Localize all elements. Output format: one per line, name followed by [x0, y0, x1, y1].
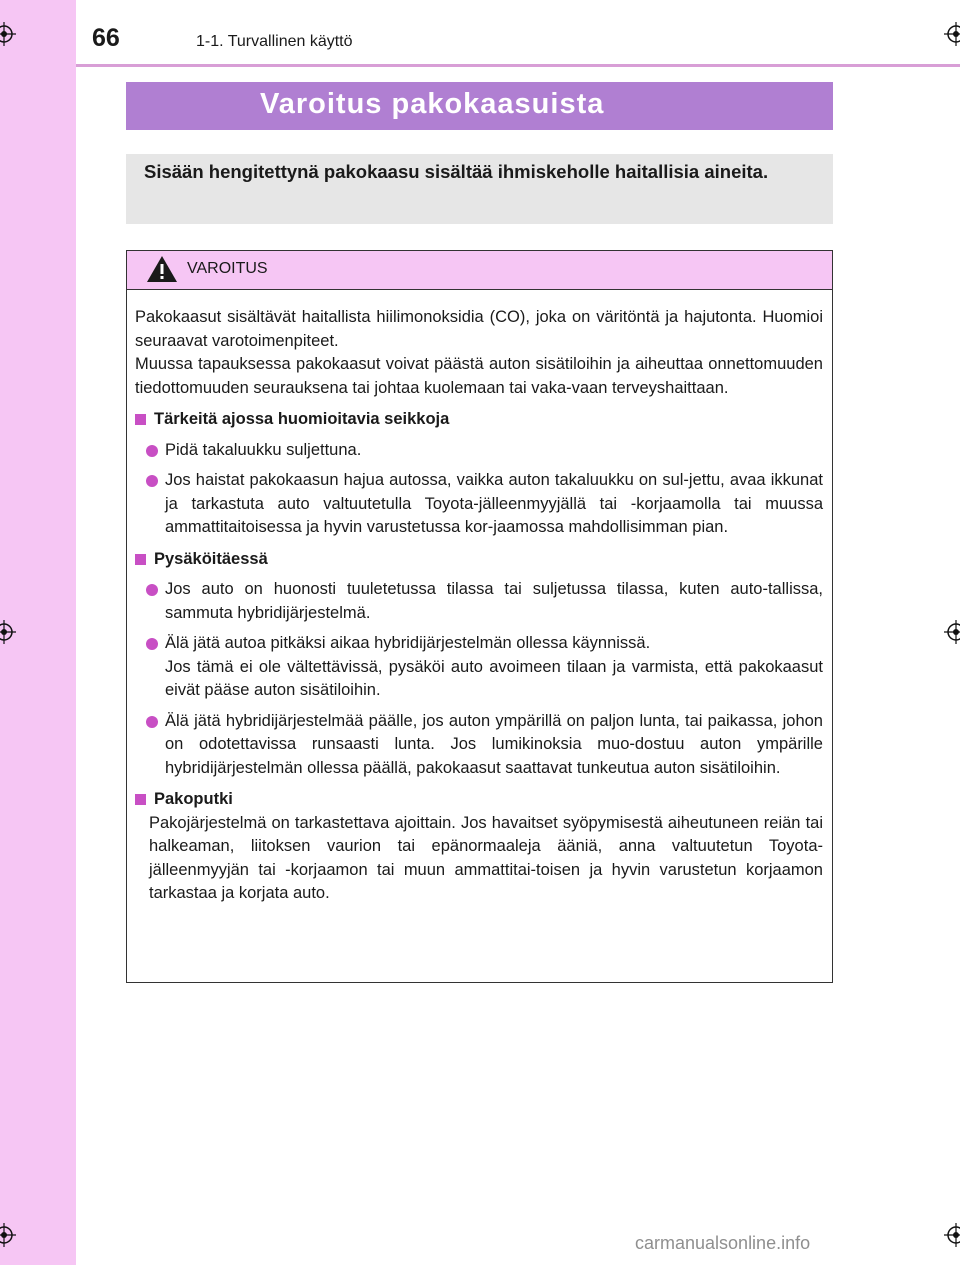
- warning-body: [135, 306, 823, 906]
- warning-paragraph: Muussa tapauksessa pakokaasut voivat päästä auton sisätiloihin ja aiheuttaa onnettomuuden tiedottomuuden seurauksena tai johtaa kuolemaan tai vaka-vaan terveyshaittaan.: [135, 355, 823, 397]
- warning-paragraph: Pakokaasut sisältävät haitallista hiilimonoksidia (CO), joka on väritöntä ja hajutonta. Huomioi seuraavat varotoimenpiteet.: [135, 308, 823, 350]
- round-bullet-icon: [146, 716, 158, 728]
- list-item: [135, 469, 823, 540]
- crosshair-icon: [0, 22, 16, 46]
- crosshair-icon: [944, 620, 960, 644]
- warning-header: [127, 251, 832, 290]
- page-title: Varoitus pakokaasuista: [260, 88, 605, 120]
- list-item-text: [165, 632, 823, 703]
- crosshair-icon: [0, 1223, 16, 1247]
- square-bullet-icon: [135, 554, 146, 565]
- subheading-parking: [135, 548, 823, 572]
- crosshair-icon: [0, 620, 16, 644]
- subheading-text: Tärkeitä ajossa huomioitavia seikkoja: [154, 410, 450, 428]
- list-item: [135, 578, 823, 625]
- list-item: [135, 439, 823, 463]
- section-label: 1-1. Turvallinen käyttö: [196, 33, 353, 50]
- warning-box: [126, 250, 833, 983]
- watermark-link[interactable]: carmanualsonline.info: [635, 1233, 811, 1253]
- subheading-driving: [135, 408, 823, 432]
- list-item-text: Jos auto on huonosti tuuletetussa tilassa tai suljetussa tilassa, kuten auto-tallissa, sammuta hybridijärjestelmä.: [165, 580, 823, 622]
- subheading-exhaust-pipe: [135, 788, 823, 812]
- round-bullet-icon: [146, 445, 158, 457]
- square-bullet-icon: [135, 414, 146, 425]
- list-item-line: Älä jätä autoa pitkäksi aikaa hybridijärjestelmän ollessa käynnissä.: [165, 634, 651, 652]
- list-item-text: Älä jätä hybridijärjestelmää päälle, jos auton ympärillä on paljon lunta, tai paikassa, johon on odotettavissa runsaasti lunta. Jos lumikinoksia muo-dostuu auton ympärille hybridijärjestelmän ollessa päällä, pakokaasut saattavat tunkeutua auton sisätiloihin.: [165, 711, 823, 777]
- list-item: [135, 632, 823, 703]
- intro-text: Sisään hengitettynä pakokaasu sisältää ihmiskeholle haitallisia aineita.: [144, 161, 769, 182]
- round-bullet-icon: [146, 638, 158, 650]
- list-item-text: Pidä takaluukku suljettuna.: [165, 440, 362, 459]
- exhaust-pipe-text: Pakojärjestelmä on tarkastettava ajoittain. Jos havaitset syöpymisestä aiheutuneen reiän tai halkeaman, liitoksen vaurion tai epänormaaleja ääniä, anna valtuutetun Toyota-jälleenmyyjän tai -korjaamon tai muun ammattitai-toisen ja hyvin varustetun korjaamon tarkastaa ja korjata auto.: [149, 813, 823, 902]
- intro-box: [126, 154, 833, 224]
- warning-label: VAROITUS: [187, 260, 268, 277]
- warning-triangle-icon: [145, 254, 179, 284]
- square-bullet-icon: [135, 794, 146, 805]
- round-bullet-icon: [146, 584, 158, 596]
- page-number: 66: [92, 24, 120, 52]
- crosshair-icon: [944, 1223, 960, 1247]
- crosshair-icon: [944, 22, 960, 46]
- subheading-text: Pakoputki: [154, 790, 233, 808]
- round-bullet-icon: [146, 475, 158, 487]
- title-bar: [126, 82, 833, 130]
- list-item-text: Jos haistat pakokaasun hajua autossa, vaikka auton takaluukku on sul-jettu, avaa ikkunat ja tarkastuta auto valtuutetulla Toyota-jälleenmyyjällä tai -korjaamolla tai muussa ammattitaitoisessa ja hyvin varustetussa kor-jaamossa mahdollisimman pian.: [165, 471, 823, 536]
- list-item-continuation: Jos tämä ei ole vältettävissä, pysäköi auto avoimeen tilaan ja varmista, että pakokaasut eivät pääse auton sisätiloihin.: [165, 657, 823, 699]
- header-rule: [76, 64, 960, 67]
- subheading-text: Pysäköitäessä: [154, 549, 268, 568]
- list-item: [135, 710, 823, 781]
